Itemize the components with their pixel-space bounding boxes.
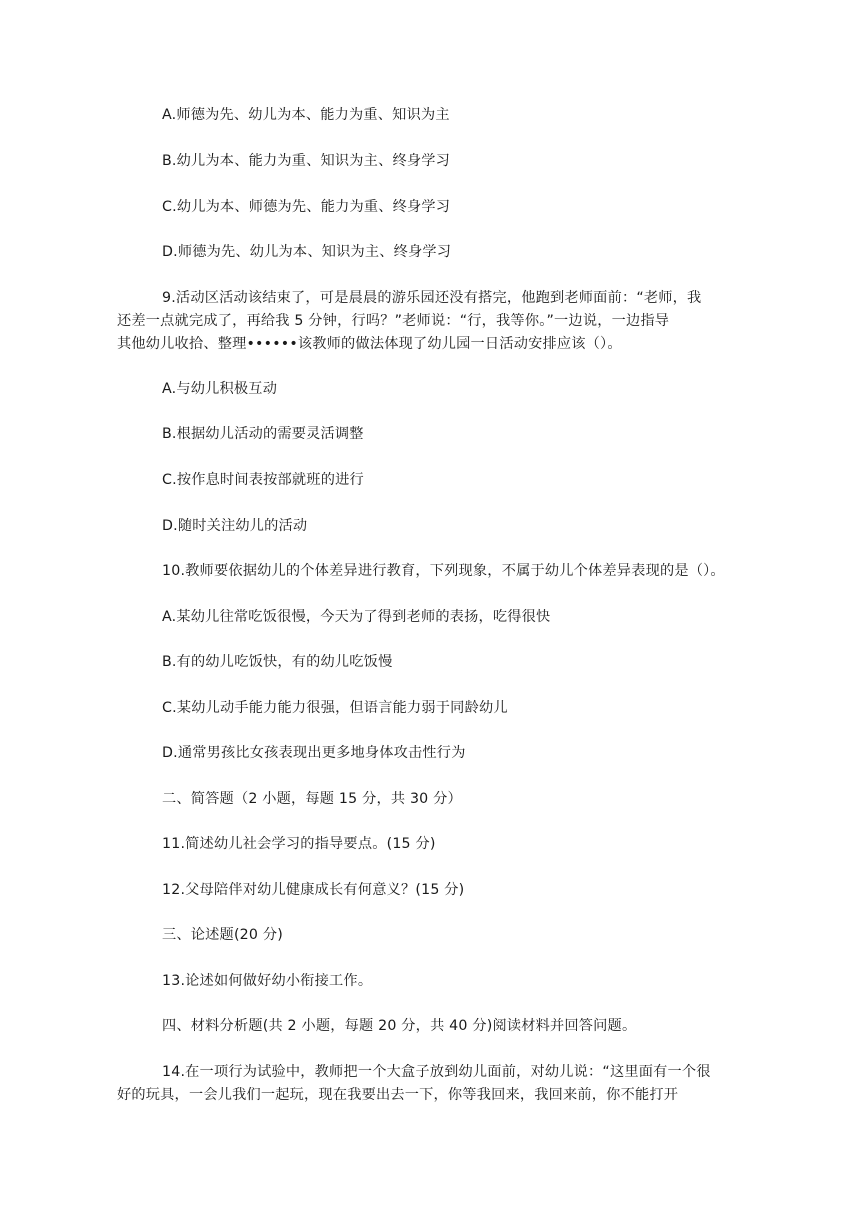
q10-option-b: B.有的幼儿吃饭快，有的幼儿吃饭慢 (162, 654, 393, 670)
q8-option-d: D.师德为先、幼儿为本、知识为主、终身学习 (162, 244, 452, 260)
q9-stem-line-1: 9.活动区活动该结束了，可是晨晨的游乐园还没有搭完，他跑到老师面前：“老师，我 (162, 290, 702, 306)
q13: 13.论述如何做好幼小衔接工作。 (162, 973, 373, 989)
section-2-heading: 二、简答题（2 小题，每题 15 分，共 30 分） (162, 791, 462, 807)
section-4-heading: 四、材料分析题(共 2 小题，每题 20 分，共 40 分)阅读材料并回答问题。 (162, 1018, 637, 1034)
q14-stem-line-1: 14.在一项行为试验中，教师把一个大盒子放到幼儿面前，对幼儿说：“这里面有一个很 (162, 1064, 711, 1080)
q9-option-a: A.与幼儿积极互动 (162, 381, 278, 397)
q10-stem: 10.教师要依据幼儿的个体差异进行教育，下列现象，不属于幼儿个体差异表现的是（）。 (162, 563, 725, 579)
q14-stem-line-2: 好的玩具，一会儿我们一起玩，现在我要出去一下，你等我回来，我回来前，你不能打开 (117, 1087, 679, 1103)
q9-stem-line-3: 其他幼儿收拾、整理••••••该教师的做法体现了幼儿园一日活动安排应该（）。 (117, 336, 622, 352)
q9-option-c: C.按作息时间表按部就班的进行 (162, 472, 364, 488)
q12: 12.父母陪伴对幼儿健康成长有何意义？(15 分) (162, 882, 465, 898)
section-3-heading: 三、论述题(20 分) (162, 927, 283, 943)
q9-option-b: B.根据幼儿活动的需要灵活调整 (162, 426, 364, 442)
q8-option-b: B.幼儿为本、能力为重、知识为主、终身学习 (162, 153, 451, 169)
q8-option-c: C.幼儿为本、师德为先、能力为重、终身学习 (162, 199, 451, 215)
q8-option-a: A.师德为先、幼儿为本、能力为重、知识为主 (162, 107, 450, 123)
q10-option-c: C.某幼儿动手能力能力很强，但语言能力弱于同龄幼儿 (162, 700, 508, 716)
q10-option-d: D.通常男孩比女孩表现出更多地身体攻击性行为 (162, 745, 466, 761)
q9-stem-line-2: 还差一点就完成了，再给我 5 分钟，行吗？”老师说：“行，我等你。”一边说，一边指导 (117, 313, 670, 329)
q11: 11.简述幼儿社会学习的指导要点。(15 分) (162, 836, 436, 852)
q10-option-a: A.某幼儿往常吃饭很慢，今天为了得到老师的表扬，吃得很快 (162, 609, 551, 625)
q9-option-d: D.随时关注幼儿的活动 (162, 518, 308, 534)
